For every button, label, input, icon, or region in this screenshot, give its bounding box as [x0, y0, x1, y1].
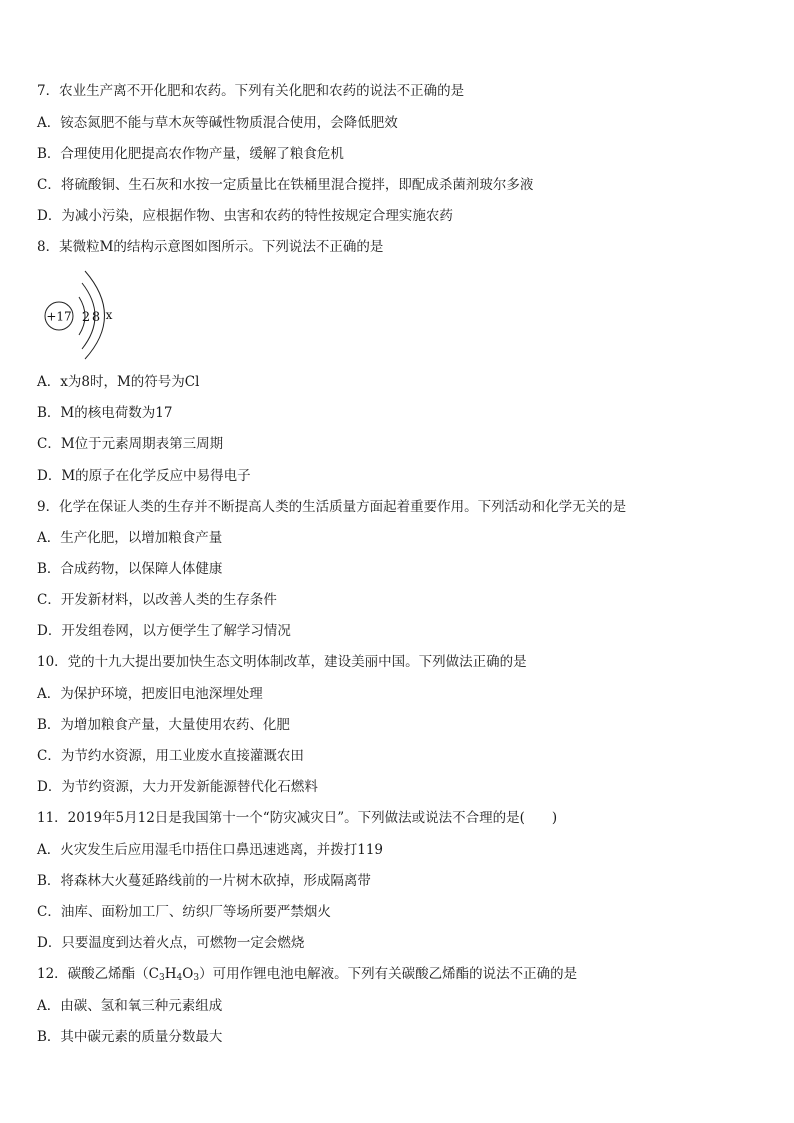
formula-element-o: O — [182, 966, 194, 982]
question-9-option-a: A．生产化肥，以增加粮食产量 — [37, 530, 223, 546]
question-12-option-a: A．由碳、氢和氧三种元素组成 — [37, 998, 223, 1014]
question-8-stem: 8．某微粒M的结构示意图如图所示。下列说法不正确的是 — [37, 239, 384, 255]
question-7-option-b: B．合理使用化肥提高农作物产量，缓解了粮食危机 — [37, 146, 344, 162]
question-10-option-a: A．为保护环境，把废旧电池深埋处理 — [37, 686, 263, 702]
formula-subscript-h: 4 — [176, 973, 183, 983]
question-12-stem — [37, 965, 577, 987]
question-11-option-b: B．将森林大火蔓延路线前的一片树木砍掉，形成隔离带 — [37, 873, 371, 889]
shell-3-electrons: x — [105, 308, 113, 322]
question-11-option-c: C．油库、面粉加工厂、纺织厂等场所要严禁烟火 — [37, 904, 331, 920]
question-7-stem: 7．农业生产离不开化肥和农药。下列有关化肥和农药的说法不正确的是 — [37, 83, 465, 99]
question-11-stem: 11．2019年5月12日是我国第十一个“防灾减灾日”。下列做法或说法不合理的是( ) — [37, 810, 558, 826]
formula-element-h: H — [164, 966, 177, 982]
question-7-option-c: C．将硫酸铜、生石灰和水按一定质量比在铁桶里混合搅拌，即配成杀菌剂玻尔多液 — [37, 177, 534, 193]
question-9-option-c: C．开发新材料，以改善人类的生存条件 — [37, 592, 277, 608]
question-10-option-b: B．为增加粮食产量，大量使用农药、化肥 — [37, 717, 290, 733]
question-8-option-b: B．M的核电荷数为17 — [37, 405, 173, 421]
question-12-stem-start: 12．碳酸乙烯酯（C — [37, 966, 160, 982]
question-10-option-c: C．为节约水资源，用工业废水直接灌溉农田 — [37, 748, 304, 764]
question-12-stem-end: ）可用作锂电池电解液。下列有关碳酸乙烯酯的说法不正确的是 — [199, 966, 578, 982]
formula-subscript-o: 3 — [193, 973, 200, 983]
question-11-option-a: A．火灾发生后应用湿毛巾捂住口鼻迅速逃离，并拨打119 — [37, 842, 384, 858]
question-11-option-d: D．只要温度到达着火点，可燃物一定会燃烧 — [37, 935, 305, 951]
question-8-option-d: D．M的原子在化学反应中易得电子 — [37, 468, 251, 484]
question-9-stem: 9．化学在保证人类的生存并不断提高人类的生活质量方面起着重要作用。下列活动和化学无关的是 — [37, 499, 627, 515]
question-8-option-c: C．M位于元素周期表第三周期 — [37, 436, 224, 452]
question-7-option-a: A．铵态氮肥不能与草木灰等碱性物质混合使用，会降低肥效 — [37, 115, 398, 131]
question-10-option-d: D．为节约资源，大力开发新能源替代化石燃料 — [37, 779, 318, 795]
nucleus-charge: +17 — [46, 309, 72, 324]
shell-1-electrons: 2 — [81, 310, 91, 325]
question-10-stem: 10．党的十九大提出要加快生态文明体制改革，建设美丽中国。下列做法正确的是 — [37, 654, 527, 670]
formula-subscript-c: 3 — [159, 973, 165, 983]
question-9-option-b: B．合成药物，以保障人体健康 — [37, 561, 223, 577]
question-9-option-d: D．开发组卷网，以方便学生了解学习情况 — [37, 623, 291, 639]
question-7-option-d: D．为减小污染，应根据作物、虫害和农药的特性按规定合理实施农药 — [37, 208, 453, 224]
question-12-option-b: B．其中碳元素的质量分数最大 — [37, 1029, 223, 1045]
question-8-option-a: A．x为8时，M的符号为Cl — [37, 374, 200, 390]
shell-2-electrons: 8 — [91, 310, 101, 325]
atomic-structure-diagram — [40, 270, 130, 362]
